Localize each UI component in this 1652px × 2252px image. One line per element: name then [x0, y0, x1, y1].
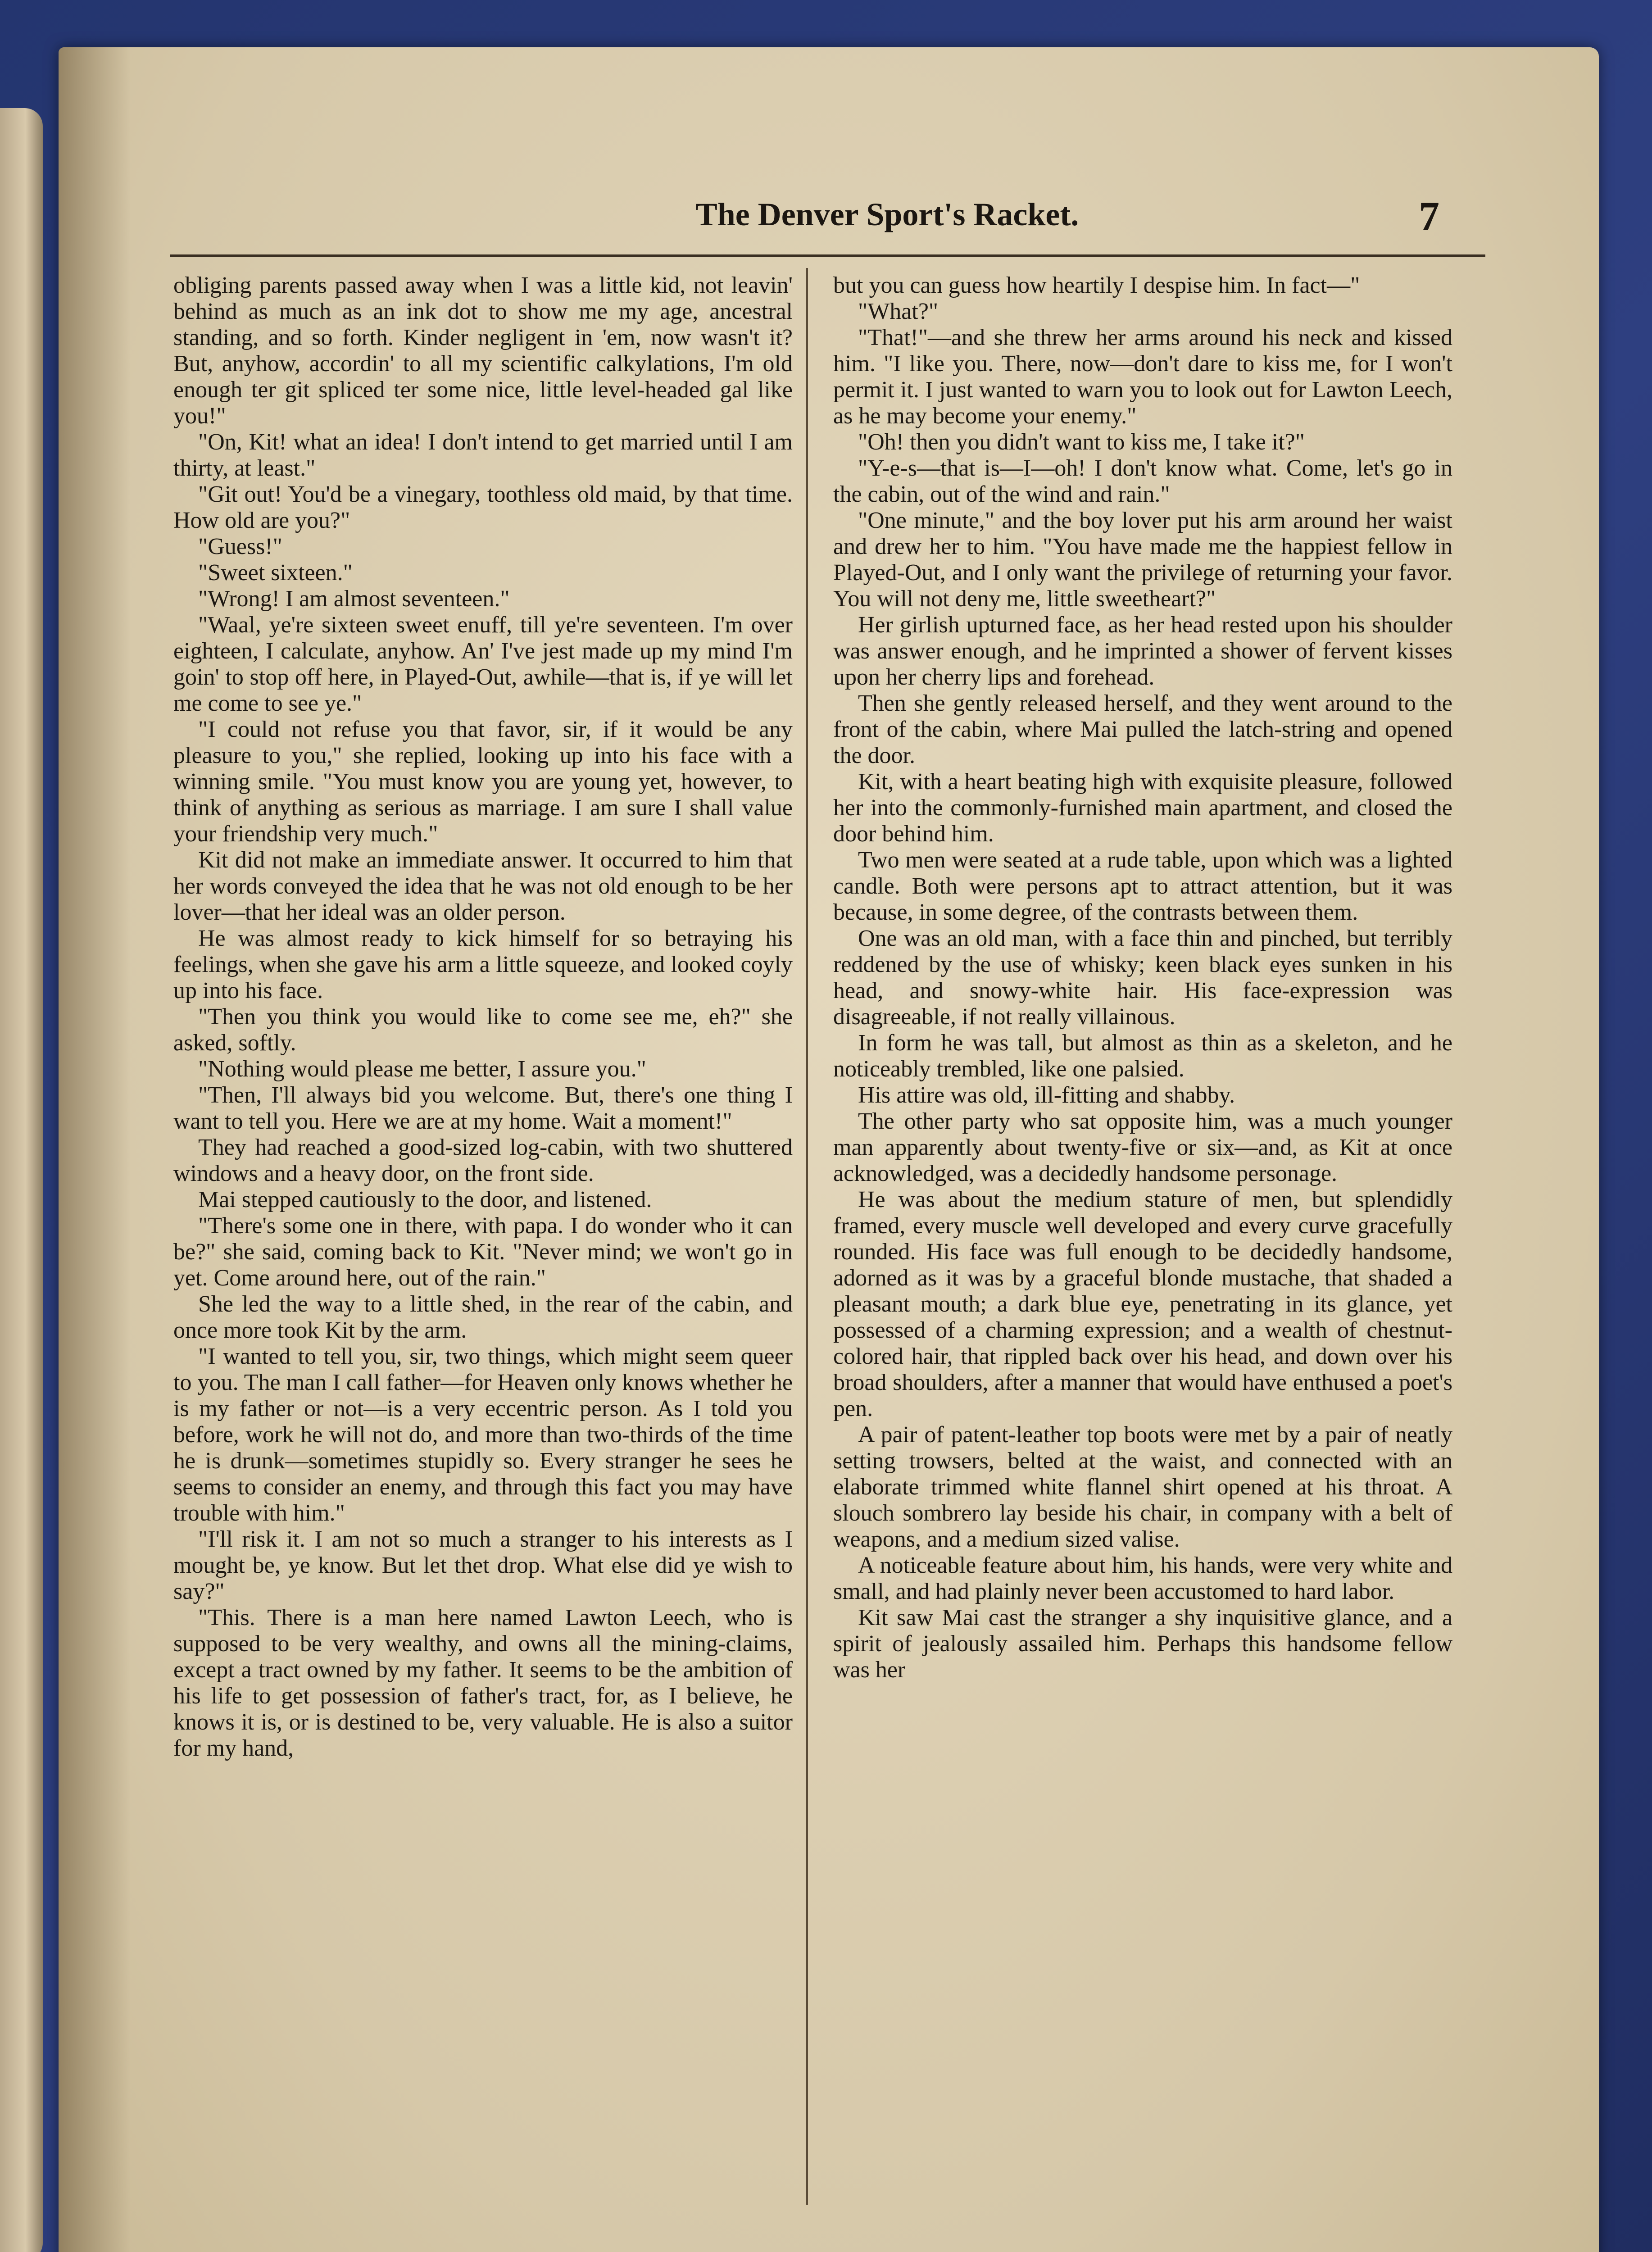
paragraph: A pair of patent-leather top boots were met by a pair of neatly setting trowsers, belted at the waist, and connected with an elaborate trimmed white flannel shirt opened at his throat. A slouch sombrero lay beside his chair, in company with a belt of weapons, and a medium sized valise.	[833, 1422, 1452, 1552]
paragraph: Mai stepped cautiously to the door, and listened.	[198, 1187, 652, 1212]
paragraph: A noticeable feature about him, his hands, were very white and small, and had plainly never been accustomed to hard labor.	[833, 1553, 1452, 1604]
paragraph: Kit, with a heart beating high with exquisite pleasure, followed her into the commonly-furnished main apartment, and closed the door behind him.	[833, 769, 1452, 847]
paragraph: "That!"—and she threw her arms around his neck and kissed him. "I like you. There, now—don't dare to kiss me, for I won't permit it. I just wanted to warn you to look out for Lawton Leech, as he may become your enemy."	[833, 325, 1452, 429]
paragraph: "Then you think you would like to come see me, eh?" she asked, softly.	[173, 1004, 793, 1056]
paragraph: She led the way to a little shed, in the rear of the cabin, and once more took Kit by the arm.	[173, 1291, 793, 1343]
paragraph: Kit did not make an immediate answer. It occurred to him that her words conveyed the idea that he was not old enough to be her lover—that her ideal was an older person.	[173, 847, 793, 925]
right-column	[833, 272, 1452, 1683]
paragraph: One was an old man, with a face thin and pinched, but terribly reddened by the use of whisky; keen black eyes sunken in his head, and snowy-white hair. His face-expression was disagreeable, if not really villainous.	[833, 926, 1452, 1030]
paragraph: obliging parents passed away when I was a little kid, not leavin' behind as much as an ink dot to show me my age, ancestral standing, and so forth. Kinder negligent in 'em, now wasn't it? But, anyhow, accordin' to all my scientific calkylations, I'm old enough ter git spliced ter some nice, little level-headed gal like you!"	[173, 272, 793, 429]
paragraph: His attire was old, ill-fitting and shabby.	[858, 1082, 1235, 1108]
paragraph: "Wrong! I am almost seventeen."	[198, 586, 510, 612]
paragraph: Two men were seated at a rude table, upon which was a lighted candle. Both were persons apt to attract attention, but it was because, in some degree, of the contrasts between them.	[833, 847, 1452, 925]
paragraph: In form he was tall, but almost as thin as a skeleton, and he noticeably trembled, like one palsied.	[833, 1030, 1452, 1082]
paragraph: Kit saw Mai cast the stranger a shy inquisitive glance, and a spirit of jealously assailed him. Perhaps this handsome fellow was her	[833, 1605, 1452, 1683]
paragraph: "Sweet sixteen."	[198, 560, 353, 586]
paragraph: "One minute," and the boy lover put his arm around her waist and drew her to him. "You have made me the happiest fellow in Played-Out, and I only want the privilege of returning your favor. You will not deny me, little sweetheart?"	[833, 508, 1452, 612]
paragraph: "I could not refuse you that favor, sir, if it would be any pleasure to you," she replied, looking up into his face with a winning smile. "You must know you are young yet, however, to think of anything as serious as marriage. I am sure I shall value your friendship very much."	[173, 717, 793, 847]
paragraph: They had reached a good-sized log-cabin, with two shuttered windows and a heavy door, on the front side.	[173, 1135, 793, 1186]
paragraph: The other party who sat opposite him, was a much younger man apparently about twenty-five or six—and, as Kit at once acknowledged, was a decidedly handsome personage.	[833, 1108, 1452, 1186]
paragraph: "Waal, ye're sixteen sweet enuff, till ye're seventeen. I'm over eighteen, I calculate, anyhow. An' I've jest made up my mind I'm goin' to stop off here, in Played-Out, awhile—that is, if ye will let me come to see ye."	[173, 612, 793, 716]
paragraph: "There's some one in there, with papa. I do wonder who it can be?" she said, coming back to Kit. "Never mind; we won't go in yet. Come around here, out of the rain."	[173, 1213, 793, 1291]
paragraph: "Nothing would please me better, I assure you."	[198, 1056, 646, 1082]
paragraph: "I'll risk it. I am not so much a stranger to his interests as I mought be, ye know. But let thet drop. What else did ye wish to say?"	[173, 1526, 793, 1604]
paragraph: He was almost ready to kick himself for so betraying his feelings, when she gave his arm a little squeeze, and looked coyly up into his face.	[173, 926, 793, 1003]
column-divider	[806, 268, 808, 2205]
paragraph: "Y-e-s—that is—I—oh! I don't know what. Come, let's go in the cabin, out of the wind and rain."	[833, 455, 1452, 507]
paragraph: "What?"	[858, 299, 939, 324]
header-rule	[170, 254, 1485, 257]
facing-page-edge	[0, 108, 43, 2252]
book-page	[59, 47, 1599, 2252]
page-number: 7	[1419, 193, 1439, 239]
paragraph: but you can guess how heartily I despise him. In fact—"	[833, 272, 1360, 298]
paragraph: Her girlish upturned face, as her head rested upon his shoulder was answer enough, and he imprinted a shower of fervent kisses upon her cherry lips and forehead.	[833, 612, 1452, 690]
paragraph: Then she gently released herself, and they went around to the front of the cabin, where Mai pulled the latch-string and opened the door.	[833, 690, 1452, 768]
gutter-shadow	[59, 47, 131, 2252]
paragraph: "This. There is a man here named Lawton Leech, who is supposed to be very wealthy, and owns all the mining-claims, except a tract owned by my father. It seems to be the ambition of his life to get possession of father's tract, for, as I believe, he knows it is, or is destined to be, very valuable. He is also a suitor for my hand,	[173, 1605, 793, 1761]
paragraph: "Then, I'll always bid you welcome. But, there's one thing I want to tell you. Here we are at my home. Wait a moment!"	[173, 1082, 793, 1134]
paragraph: "Guess!"	[198, 534, 282, 559]
paragraph: "Oh! then you didn't want to kiss me, I take it?"	[858, 429, 1305, 455]
paragraph: "On, Kit! what an idea! I don't intend to get married until I am thirty, at least."	[173, 429, 793, 481]
paragraph: He was about the medium stature of men, but splendidly framed, every muscle well developed and every curve gracefully rounded. His face was full enough to be decidedly handsome, adorned as it was by a graceful blonde mustache, that shaded a pleasant mouth; a dark blue eye, penetrating in its glance, yet possessed of a charming expression; and a wealth of chestnut-colored hair, that rippled back over his head, and down over his broad shoulders, after a manner that would have enthused a poet's pen.	[833, 1187, 1452, 1421]
page-header	[59, 193, 1599, 245]
paragraph: "Git out! You'd be a vinegary, toothless old maid, by that time. How old are you?"	[173, 481, 793, 533]
paragraph: "I wanted to tell you, sir, two things, which might seem queer to you. The man I call father—for Heaven only knows whether he is my father or not—is a very eccentric person. As I told you before, work he will not do, and more than two-thirds of the time he is drunk—sometimes stupidly so. Every stranger he sees he seems to consider an enemy, and through this fact you may have trouble with him."	[173, 1344, 793, 1526]
running-title: The Denver Sport's Racket.	[695, 196, 1079, 232]
left-column	[173, 272, 793, 1762]
